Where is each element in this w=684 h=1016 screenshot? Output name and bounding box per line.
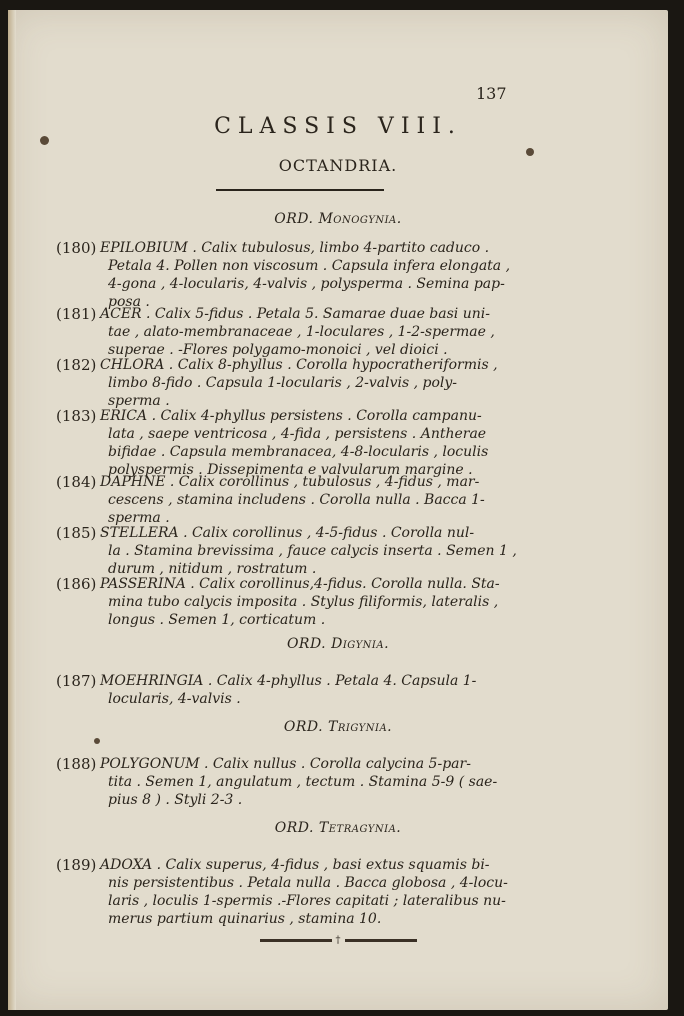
ornament-bar-left <box>260 939 332 942</box>
entry-number: (181) <box>56 305 97 323</box>
entry-line: merus partium quinarius , stamina 10. <box>108 911 382 927</box>
entry-number: (188) <box>56 755 97 773</box>
entry-number: (185) <box>56 524 97 542</box>
end-ornament <box>8 930 668 949</box>
entry-line: mina tubo calycis imposita . Stylus filiformis, lateralis , <box>108 594 499 610</box>
entry-line: PASSERINA . Calix corollinus,4-fidus. Corolla nulla. Sta- <box>100 576 500 592</box>
ornament-mark: † <box>335 935 341 946</box>
entry-line: pius 8 ) . Styli 2-3 . <box>108 792 243 808</box>
entry-line: tae , alato-membranaceae , 1-loculares , 1-2-spermae , <box>108 324 495 340</box>
entry-line: tita . Semen 1, angulatum , tectum . Stamina 5-9 ( sae- <box>108 774 498 790</box>
heading-rule <box>216 189 384 191</box>
entry-line: ACER . Calix 5-fidus . Petala 5. Samarae duae basi uni- <box>100 306 490 322</box>
entry-line: CHLORA . Calix 8-phyllus . Corolla hypocratheriformis , <box>100 357 498 373</box>
entry-line: superae . -Flores polygamo-monoici , vel dioici . <box>108 342 448 358</box>
entry-line: DAPHNE . Calix corollinus , tubulosus , 4-fidus , mar- <box>100 474 480 490</box>
entry-line: 4-gona , 4-locularis, 4-valvis , polysperma . Semina pap- <box>108 276 505 292</box>
entry-line: durum , nitidum , rostratum . <box>108 561 317 577</box>
order-name: Monogynia <box>318 211 397 227</box>
order-heading <box>8 719 668 735</box>
entry-line: laris , loculis 1-spermis .-Flores capitati ; lateralibus nu- <box>108 893 506 909</box>
entry-number: (189) <box>56 856 97 874</box>
entry-line: sperma . <box>108 393 170 409</box>
entry-line: STELLERA . Calix corollinus , 4-5-fidus . Corolla nul- <box>100 525 475 541</box>
order-suffix: . <box>396 820 402 836</box>
order-name: Trigynia <box>328 719 388 735</box>
order-suffix: . <box>396 211 402 227</box>
page-number: 137 <box>476 84 507 103</box>
entry-line: POLYGONUM . Calix nullus . Corolla calycina 5-par- <box>100 756 471 772</box>
order-name: Tetragynia <box>318 820 397 836</box>
entry-line: bifidae . Capsula membranacea, 4-8-locularis , loculis <box>108 444 489 460</box>
entry-line: longus . Semen 1, corticatum . <box>108 612 326 628</box>
entry-line: MOEHRINGIA . Calix 4-phyllus . Petala 4. Capsula 1- <box>100 673 477 689</box>
entry-line: posa . <box>108 294 150 310</box>
entry-number: (183) <box>56 407 97 425</box>
entry-line: limbo 8-fido . Capsula 1-locularis , 2-valvis , poly- <box>108 375 458 391</box>
order-heading <box>8 820 668 836</box>
foxing-spot <box>94 738 100 744</box>
entry-line: cescens , stamina includens . Corolla nulla . Bacca 1- <box>108 492 485 508</box>
order-prefix: ORD. <box>286 636 327 652</box>
entry-number: (186) <box>56 575 97 593</box>
order-name: Digynia <box>331 636 385 652</box>
entry-line: nis persistentibus . Petala nulla . Bacca globosa , 4-locu- <box>108 875 508 891</box>
order-heading <box>8 211 668 227</box>
entry-line: ERICA . Calix 4-phyllus persistens . Corolla campanu- <box>100 408 482 424</box>
entry-number: (182) <box>56 356 97 374</box>
order-suffix: . <box>384 636 390 652</box>
entry-line: sperma . <box>108 510 170 526</box>
entry-line: la . Stamina brevissima , fauce calycis inserta . Semen 1 , <box>108 543 517 559</box>
order-prefix: ORD. <box>283 719 324 735</box>
class-subtitle: OCTANDRIA. <box>278 156 398 175</box>
entry-line: Petala 4. Pollen non viscosum . Capsula infera elongata , <box>108 258 511 274</box>
entry-number: (187) <box>56 672 97 690</box>
entry-number: (184) <box>56 473 97 491</box>
order-prefix: ORD. <box>274 211 314 227</box>
book-page <box>8 10 668 1010</box>
classis-heading: CLASSIS VIII. <box>214 114 462 139</box>
order-heading <box>8 636 668 652</box>
ornament-bar-right <box>345 939 417 942</box>
entry-number: (180) <box>56 239 97 257</box>
order-prefix: ORD. <box>274 820 314 836</box>
order-suffix: . <box>387 719 393 735</box>
entry-line: polyspermis . Dissepimenta e valvularum margine . <box>108 462 473 478</box>
entry-line: lata , saepe ventricosa , 4-fida , persistens . Antherae <box>108 426 487 442</box>
entry-line: locularis, 4-valvis . <box>108 691 241 707</box>
entry-line: EPILOBIUM . Calix tubulosus, limbo 4-partito caduco . <box>100 240 490 256</box>
foxing-spot <box>526 148 534 156</box>
entry-line: ADOXA . Calix superus, 4-fidus , basi extus squamis bi- <box>100 857 490 873</box>
